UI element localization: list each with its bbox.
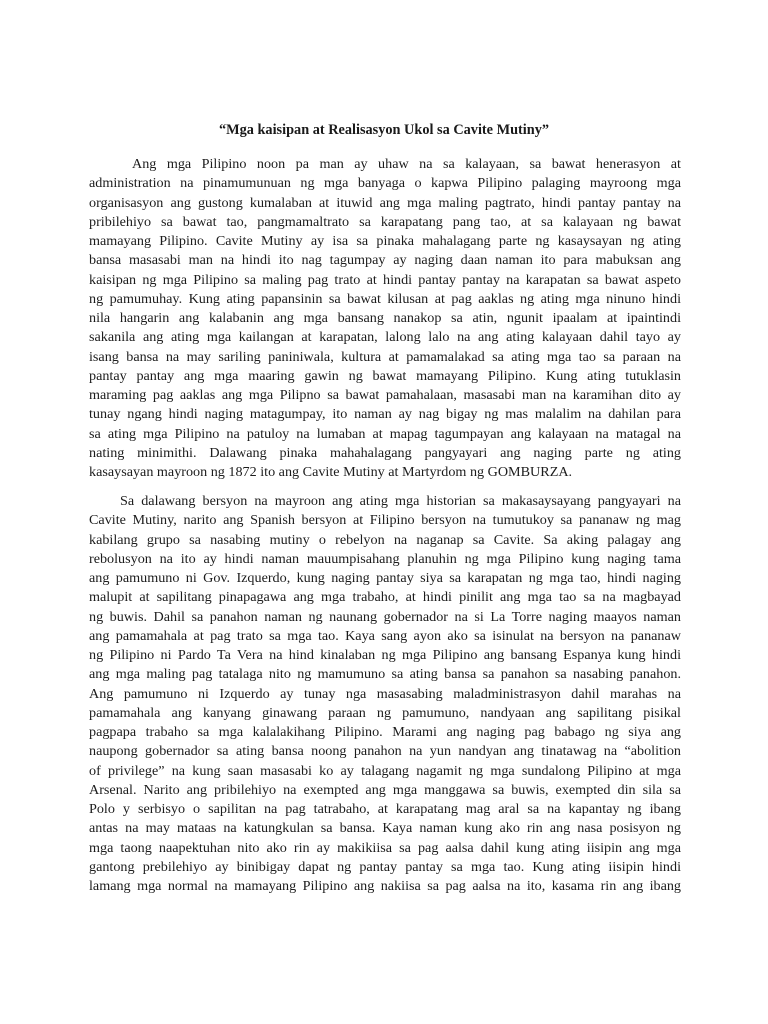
paragraph-line: sa ating mga Pilipino na patuloy na lumaban at mapag tagumpayan ang kalayaan na matagal na (89, 425, 681, 442)
paragraph-line: kabilang grupo sa nasabing mutiny o rebelyon na naganap sa Cavite. Sa aking palagay ang (89, 531, 681, 548)
paragraph-line: pamamahala ang kanyang ginawang paraan ng pamumuno, nandyaan ang sapilitang pisikal (89, 704, 681, 721)
paragraph-line: of privilege” na kung saan masasabi ko ay talagang nagamit ng mga sundalong Pilipino at mga (89, 762, 681, 779)
paragraph-line: kasaysayan mayroon ng 1872 ito ang Cavite Mutiny at Martyrdom ng GOMBURZA. (89, 464, 573, 480)
paragraph-line: bansa masasabi man na hindi ito nag tagumpay ay naging daan naman ito para mabuksan ang (89, 252, 681, 269)
paragraph-line: tunay ngang hindi naging matagumpay, ito naman ay nag bigay ng mas malalim na dahilan para (89, 406, 681, 423)
paragraph-line: pribilehiyo sa bawat tao, pangmamaltrato sa karapatang pang tao, at sa kalayaan ng bawat (89, 213, 681, 230)
paragraph-line: ng Pilipino ni Pardo Ta Vera na hind kinalaban ng mga Pilipino ang bansang Espanya kung hindi (89, 647, 681, 663)
paragraph-1 (89, 155, 681, 482)
paragraph-line: gantong prebilehiyo ay binibigay dapat ng pantay pantay sa mga tao. Kung ating iisipin hindi (89, 858, 681, 875)
paragraph-line: naupong gobernador sa ating bansa noong panahon na yun nandyan ang tinatawag na “abolition (89, 743, 681, 760)
paragraph-line: nila hangarin ang kalabanin ang mga bansang nanakop sa atin, ngunit ipaalam at ipaintindi (89, 310, 681, 326)
paragraph-line: Ang mga Pilipino noon pa man ay uhaw na sa kalayaan, sa bawat henerasyon at (132, 156, 681, 172)
document-title: “Mga kaisipan at Realisasyon Ukol sa Cavite Mutiny” (218, 122, 550, 138)
paragraph-line: lamang mga normal na mamayang Pilipino ang nakiisa sa pag aalsa na ito, kasama rin ang ibang (89, 878, 681, 894)
paragraph-line: pagpapa trabaho sa mga kalalakihang Pilipino. Marami ang naging pag babago ng siya ang (89, 724, 681, 740)
paragraph-line: ang pamumuno ni Gov. Izquerdo, kung naging pantay siya sa karapatan ng mga tao, hindi naging (89, 570, 681, 586)
paragraph-line: maraming pag aaklas ang mga Pilipno sa bawat pamahalaan, masasabi man na karamihan dito ay (89, 387, 681, 403)
paragraph-line: Arsenal. Narito ang pribilehiyo na exempted ang mga manggawa sa buwis, exempted din sila sa (89, 781, 681, 798)
paragraph-line: malupit at sapilitang pinapagawa ang mga trabaho, at hindi pinilit ang mga tao sa na magbayad (89, 589, 681, 606)
paragraph-2 (89, 492, 681, 896)
paragraph-line: Polo y serbisyo o sapilitan na pag tatrabaho, at karapatang mag aral sa na kapantay ng ibang (89, 801, 681, 817)
paragraph-line: sakanila ang ating mga kailangan at karapatan, lalong lalo na ang ating kalayaan dahil tayo ay (89, 329, 681, 346)
paragraph-line: administration na pinamumunuan ng mga banyaga o kapwa Pilipino palaging mayroong mga (89, 175, 681, 192)
paragraph-line: antas na may mataas na katungkulan sa bansa. Kaya naman kung ako rin ang nasa posisyon ng (89, 820, 681, 837)
paragraph-line: ang pamamahala at pag trato sa mga tao. Kaya sang ayon ako sa isinulat na bersyon na pananaw (89, 627, 681, 644)
paragraph-line: Cavite Mutiny, narito ang Spanish bersyon at Filipino bersyon na tumutukoy sa pananaw ng mag (89, 512, 681, 529)
paragraph-line: ng pamumuhay. Kung ating papansinin sa bawat kilusan at pag aaklas ng ating mga ninuno hindi (89, 290, 681, 307)
paragraph-line: mga taong naapektuhan nito ako rin ay makikiisa sa pag aalsa dahil kung ating iisipin ang mga (89, 839, 681, 856)
paragraph-line: pantay pantay ang mga maaring gawin ng bawat mamayang Pilipino. Kung ating tutuklasin (89, 367, 681, 384)
paragraph-line: rebolusyon na ito ay hindi naman mauumpisahang planuhin ng mga Pilipino kung naging tama (89, 550, 681, 567)
paragraph-line: isang bansa na may sariling paniniwala, kultura at pamamalakad sa ating mga tao sa paraan na (89, 348, 681, 365)
paragraph-line: kaisipan ng mga Pilipino sa maling pag trato at hindi pantay pantay na karapatan sa bawat aspeto (89, 271, 681, 288)
paragraph-line: ang mga maling pag tatalaga nito ng mamumuno sa ating bansa sa panahon sa nasabing panahon. (89, 666, 681, 683)
paragraph-line: Ang pamumuno ni Izquerdo ay tunay nga masasabing maladministrasyon dahil marahas na (89, 685, 681, 702)
paragraph-line: nating minimithi. Dalawang pinaka mahahalagang pangyayari ang naging parte ng ating (89, 444, 681, 461)
paragraph-line: mamayang Pilipino. Cavite Mutiny ay isa sa pinaka mahalagang parte ng kasaysayan ng ating (89, 233, 681, 249)
paragraph-line: Sa dalawang bersyon na mayroon ang ating mga historian sa makasaysayang pangyayari na (120, 493, 681, 509)
paragraph-line: ng buwis. Dahil sa panahon naman ng naunang gobernador na si La Torre naging maayos naman (89, 608, 681, 625)
paragraph-line: organisasyon ang gustong kumalaban at ituwid ang mga maling pagtrato, hindi pantay pantay na (89, 194, 681, 211)
